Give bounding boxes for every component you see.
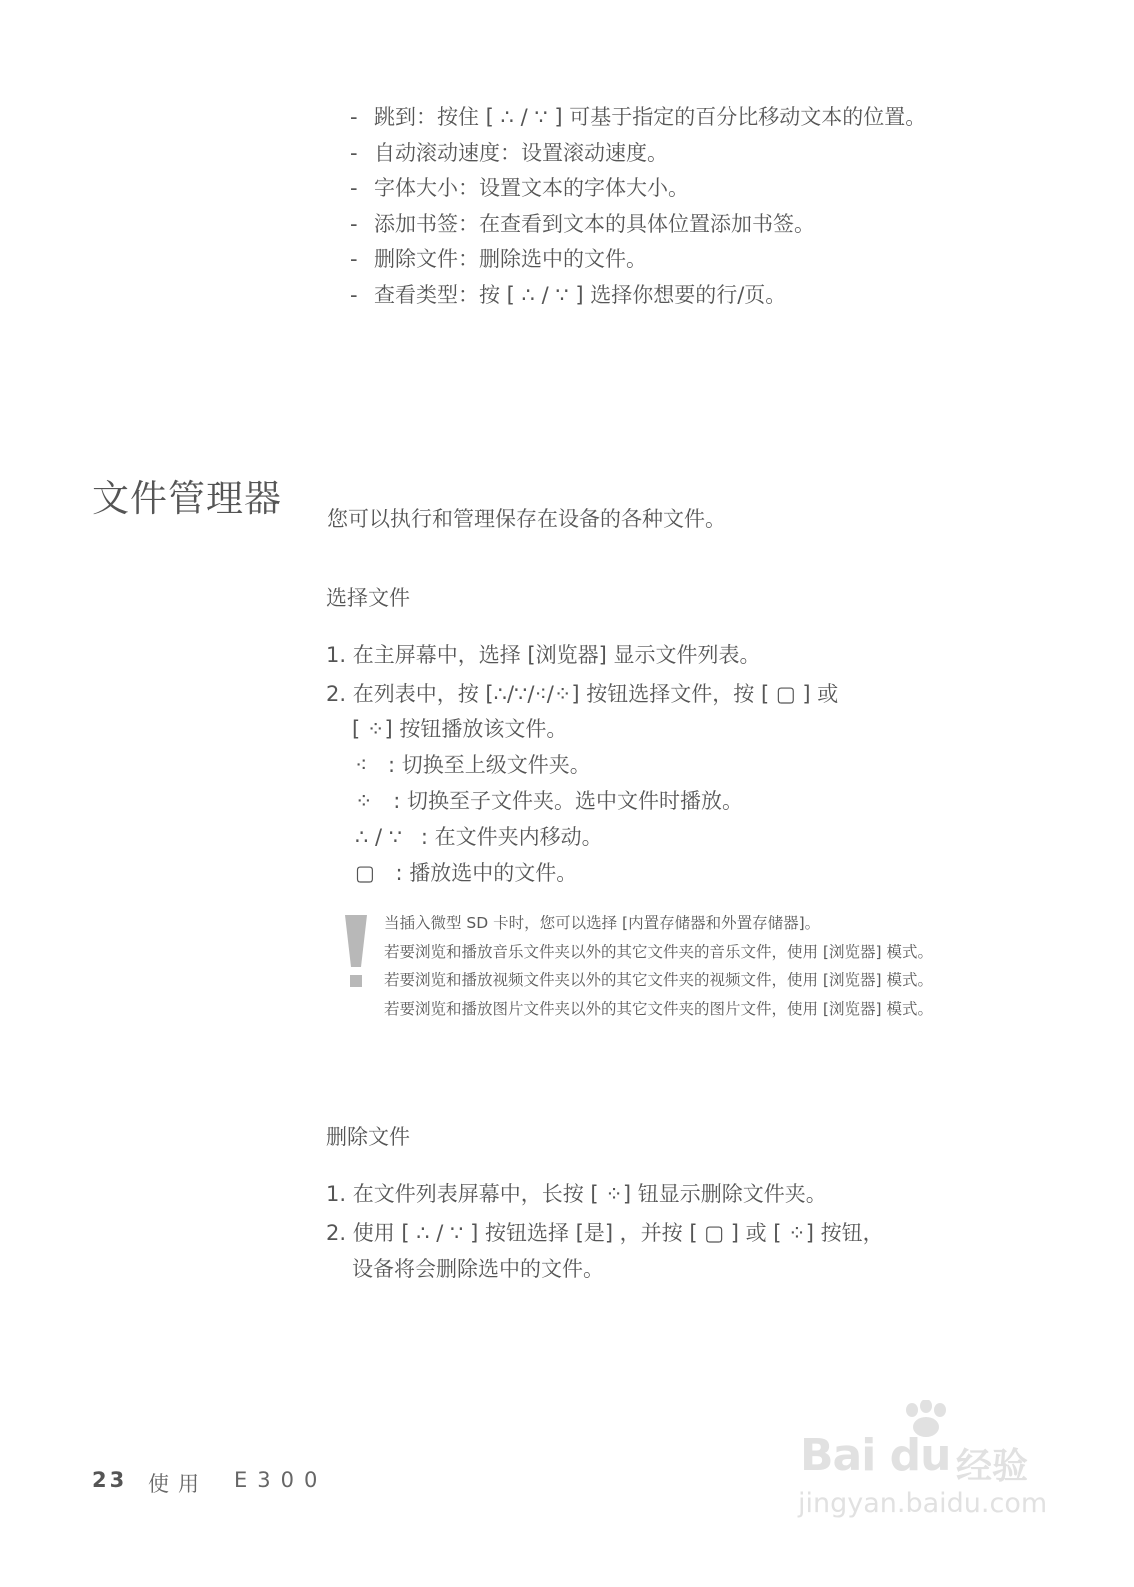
key-legend-item [355, 788, 743, 814]
list-item-text: 自动滚动速度：设置滚动速度。 [374, 140, 668, 165]
footer-model: E300 [234, 1468, 328, 1492]
key-glyph: ∴ / ∵ [355, 825, 403, 849]
key-glyph: ⁘ [355, 789, 373, 813]
list-item [350, 282, 926, 318]
watermark-brand-cn: 经验 [956, 1446, 1029, 1487]
key-legend-item [355, 752, 591, 778]
list-dash: - [350, 140, 358, 165]
note-block [384, 913, 933, 1027]
list-dash: - [350, 211, 358, 236]
list-item-text: 跳到：按住 [ ∴ / ∵ ] 可基于指定的百分比移动文本的位置。 [374, 105, 927, 129]
key-glyph: ⁖ [355, 753, 368, 777]
key-description: : 切换至上级文件夹。 [388, 753, 591, 777]
list-item [350, 140, 926, 176]
key-description: : 切换至子文件夹。选中文件时播放。 [393, 789, 744, 813]
delete-step-1: 1. 在文件列表屏幕中，长按 [ ⁘] 钮显示删除文件夹。 [326, 1182, 827, 1206]
exclamation-icon [343, 915, 369, 990]
list-item [350, 104, 926, 140]
select-step-2-line-2: [ ⁘] 按钮播放该文件。 [352, 717, 568, 741]
list-item-text: 删除文件：删除选中的文件。 [374, 247, 647, 271]
list-item-text: 添加书签：在查看到文本的具体位置添加书签。 [374, 211, 815, 236]
key-description: : 在文件夹内移动。 [420, 825, 603, 849]
note-line: 若要浏览和播放视频文件夹以外的其它文件夹的视频文件，使用 [浏览器] 模式。 [384, 971, 933, 989]
section-title: 文件管理器 [92, 477, 282, 520]
list-item [350, 211, 926, 247]
select-step-2-line-1: 2. 在列表中，按 [∴/∵/⁖/⁘] 按钮选择文件，按 [ ▢ ] 或 [326, 682, 839, 706]
list-item [350, 175, 926, 211]
list-item-text: 查看类型：按 [ ∴ / ∵ ] 选择你想要的行/页。 [374, 282, 787, 307]
options-list [350, 104, 926, 317]
key-glyph: ▢ [355, 861, 375, 885]
footer-label: 使用 [148, 1472, 208, 1496]
key-legend-item [355, 860, 577, 886]
list-dash: - [350, 176, 358, 200]
note-line: 若要浏览和播放图片文件夹以外的其它文件夹的图片文件，使用 [浏览器] 模式。 [384, 999, 933, 1018]
key-description: : 播放选中的文件。 [395, 861, 578, 885]
delete-files-heading: 删除文件 [326, 1125, 410, 1149]
note-line: 若要浏览和播放音乐文件夹以外的其它文件夹的音乐文件，使用 [浏览器] 模式。 [384, 942, 933, 961]
watermark-logo [796, 1400, 1056, 1530]
watermark-brand: Bai du [800, 1430, 951, 1481]
watermark-url: jingyan.baidu.com [798, 1488, 1048, 1519]
note-line: 当插入微型 SD 卡时，您可以选择 [内置存储器和外置存储器]。 [384, 914, 821, 932]
delete-step-2-line-2: 设备将会删除选中的文件。 [352, 1257, 604, 1281]
select-step-1: 1. 在主屏幕中，选择 [浏览器] 显示文件列表。 [326, 643, 761, 667]
key-legend-item [355, 824, 603, 850]
select-files-heading: 选择文件 [326, 586, 410, 610]
list-dash: - [350, 247, 358, 271]
section-intro: 您可以执行和管理保存在设备的各种文件。 [327, 507, 726, 531]
list-dash: - [350, 105, 358, 129]
list-item-text: 字体大小：设置文本的字体大小。 [374, 176, 689, 200]
list-item [350, 246, 926, 282]
list-dash: - [350, 282, 358, 307]
page-number: 23 [92, 1468, 128, 1492]
delete-step-2-line-1: 2. 使用 [ ∴ / ∵ ] 按钮选择 [是] ，并按 [ ▢ ] 或 [ ⁘] 按钮， [326, 1221, 884, 1245]
